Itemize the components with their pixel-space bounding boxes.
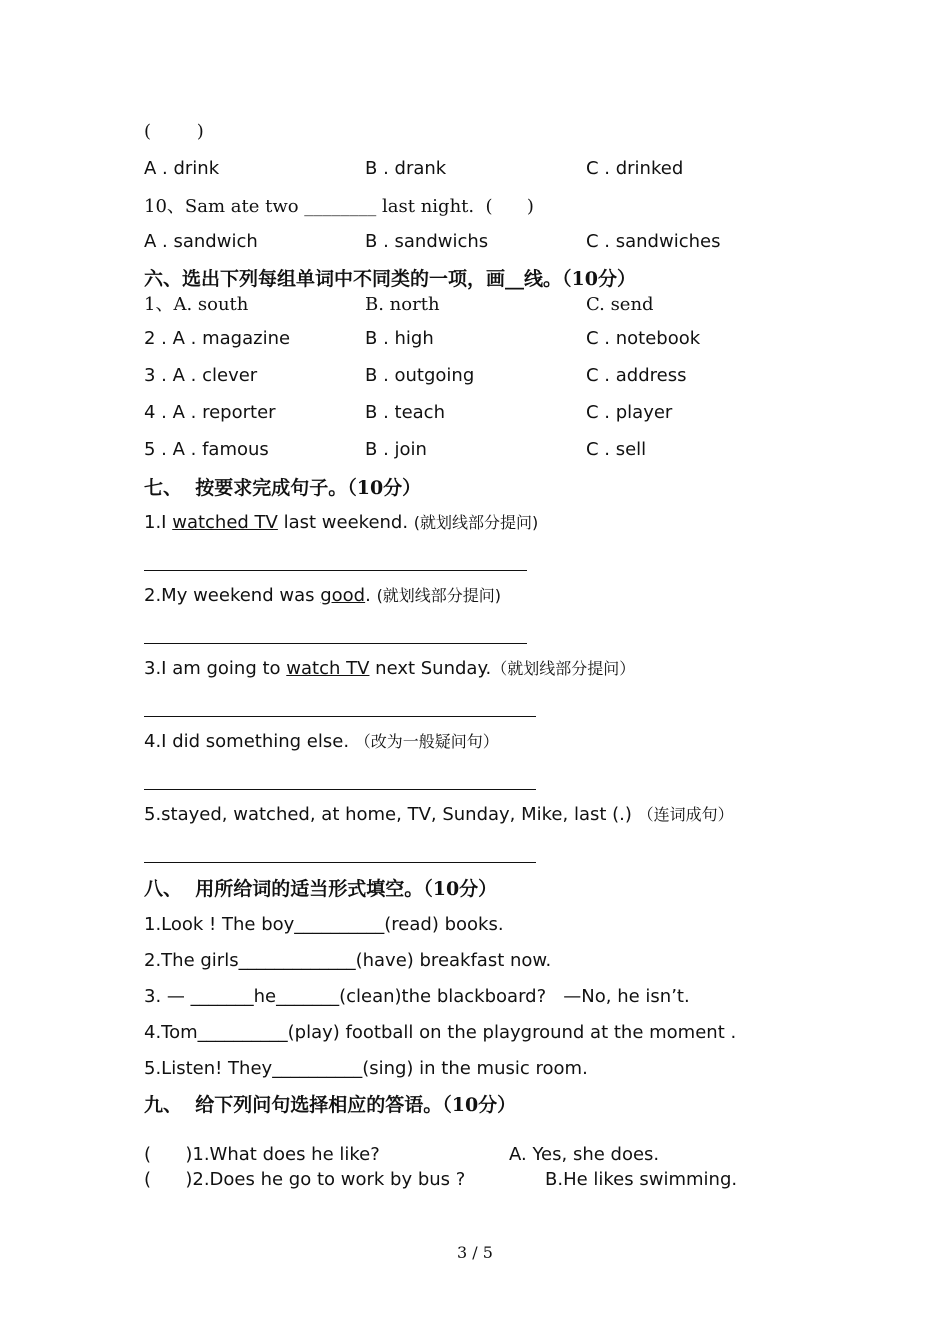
s6-row2-b: B . high [365,328,434,349]
section8-title: 八、 用所给词的适当形式填空。（10分） [144,878,498,900]
s6-row1-b: B. north [365,294,440,315]
q10-option-c: C . sandwiches [586,231,721,252]
s6-row5-b: B . join [365,439,427,460]
s8-item1: 1.Look ! The boy__________(read) books. [144,914,504,935]
s7-item4: 4.I did something else. （改为一般疑问句） [144,731,499,752]
q10-option-b: B . sandwichs [365,231,489,252]
s8-item3: 3. — _______he_______(clean)the blackboard? —No, he isn’t. [144,986,690,1007]
q10-option-a: A . sandwich [144,231,258,252]
s7-answer-line-2 [144,643,527,644]
section9-title: 九、 给下列问句选择相应的答语。（10分） [144,1094,517,1116]
q9-option-a: A . drink [144,158,220,179]
s6-row5-c: C . sell [586,439,647,460]
s6-row3-c: C . address [586,365,687,386]
s8-item2: 2.The girls_____________(have) breakfast now. [144,950,552,971]
s9-question-1: ( )1.What does he like? [144,1144,380,1165]
s7-answer-line-5 [144,862,536,863]
s7-answer-line-4 [144,789,536,790]
s7-item5: 5.stayed, watched, at home, TV, Sunday, Mike, last (.) （连词成句） [144,804,734,825]
q9-option-c: C . drinked [586,158,684,179]
s6-row4-b: B . teach [365,402,445,423]
s9-answer-a: A. Yes, she does. [509,1144,660,1165]
s7-item3: 3.I am going to watch TV next Sunday.（就划线部分提问） [144,658,636,679]
q9-answer-paren: ( ) [144,121,204,142]
s7-item1: 1.I watched TV last weekend. (就划线部分提问) [144,512,539,533]
s6-row5-a: 5 . A . famous [144,439,269,460]
s6-row1-c: C. send [586,294,654,315]
s8-item5: 5.Listen! They__________(sing) in the music room. [144,1058,588,1079]
s7-answer-line-1 [144,570,527,571]
s6-row1-a: 1、A. south [144,294,249,315]
s7-answer-line-3 [144,716,536,717]
s6-row3-a: 3 . A . clever [144,365,258,386]
s6-row2-c: C . notebook [586,328,701,349]
s9-question-2: ( )2.Does he go to work by bus ? [144,1169,466,1190]
s6-row4-c: C . player [586,402,673,423]
s6-row2-a: 2 . A . magazine [144,328,291,349]
s8-item4: 4.Tom__________(play) football on the playground at the moment . [144,1022,737,1043]
q9-option-b: B . drank [365,158,447,179]
page-number: 3 / 5 [457,1243,493,1262]
q10-prompt: 10、Sam ate two ________ last night. ( ) [144,196,534,217]
section6-title: 六、选出下列每组单词中不同类的一项，画__线。（10分） [144,268,636,290]
s7-item2: 2.My weekend was good. (就划线部分提问) [144,585,502,606]
s9-answer-b: B.He likes swimming. [545,1169,738,1190]
s6-row4-a: 4 . A . reporter [144,402,276,423]
s6-row3-b: B . outgoing [365,365,475,386]
section7-title: 七、 按要求完成句子。（10分） [144,477,422,499]
